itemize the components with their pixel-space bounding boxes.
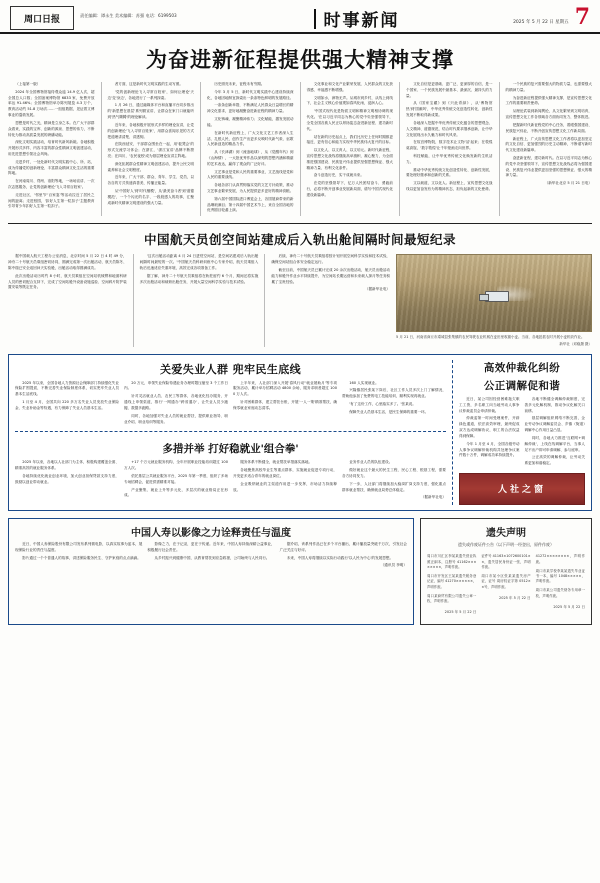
paragraph: 近日，中国人寿保险股份有限公司发布系列微电影，以真实故事为蓝本，展现保险行业的责任与温度。 <box>15 541 143 552</box>
paragraph: 深化拓展群众性精神文明创建活动，提升公民文明素养和社会文明程度。 <box>107 161 194 172</box>
paragraph: 第六届中国国际进口博览会上，各国展商带来的新品琳琅满目；第十四届中国艺术节上，来自全国各地的优秀剧目轮番上演。 <box>207 196 294 213</box>
box-horizontal-divider <box>15 431 446 432</box>
paragraph: 近年来，各地积极开展形式多样的理论宣讲，让党的创新理论'飞入寻常百姓家'，用群众喜闻乐见的方式把道理讲清楚、讲透彻。 <box>107 122 194 139</box>
paragraph: 公正高效的调解仲裁，让劳动关系更加和谐稳定。 <box>524 455 585 466</box>
box-col-3 <box>233 381 337 428</box>
paragraph: 从理论武装到新闻舆论，从文化繁荣到文明培育，宣传思想文化工作各领域各方面协同发力、整体推进。 <box>505 109 592 120</box>
masthead <box>0 0 600 34</box>
notice-item: 周口市某公司遗失财务专用章一枚，声明作废。 <box>535 588 585 598</box>
article2-photo-block <box>396 254 592 346</box>
bottom-left-col-1 <box>15 542 142 571</box>
paragraph: 各地持续优化就业创业环境，加大创业担保贷款支持力度，鼓励以创业带动就业。 <box>15 473 119 484</box>
paragraph: 1 月至 4 月，全国共向 220 多万名失业人员发放失业保险金、失业补助金等待遇，有力保障了失业人员基本生活。 <box>15 400 119 410</box>
paragraph: 仲裁委第一时间受理案件，开辟绿色通道，依法高效审理，最终促成双方达成调解协议，职工的合法权益得到保障。 <box>459 416 520 438</box>
paragraph: 一条条创新举措，不断满足人民群众日益增长的精神文化需求，更好地凝聚奋进新征程的精神力量。 <box>207 103 294 114</box>
bottom-left-title: 中国人寿以影像之力诠释责任与温度 <box>131 527 291 539</box>
lead-column-1 <box>8 82 95 216</box>
box-col-2 <box>124 381 228 428</box>
paragraph: '党的创新理论飞入寻常百姓家'，如何让理论'天边'变'身边'，各地进行了一系列探索。 <box>107 89 194 100</box>
paragraph: 基层调解组织网络不断完善，企业劳动争议调解委员会、乡镇（街道）调解中心作用日益凸显。 <box>524 416 585 433</box>
boxed-right-column <box>459 360 585 505</box>
masthead-right <box>513 6 590 28</box>
paragraph: 产业聚集、就业上升等多元化、多层次的就业格局正在形成。 <box>124 487 228 498</box>
notice-item: 周口市某学校李某某遗失毕业证书一本，编号 1048×××××，声明作废。 <box>535 568 585 584</box>
wheat-harvest-photo <box>396 254 592 332</box>
photo-caption: 5 月 21 日，河南省商丘市虞城县张集镇的农民驾驶农业机械在麦田里收割小麦。当前，各地抢抓农时开展小麦机收作业。 <box>396 335 585 340</box>
column-divider <box>200 82 201 216</box>
paragraph: 上半年来，人社部门深入开展'春风行动''就业援助月'等专项服务活动，累计举办招聘活动 4800 余场，服务求职者超过 1000 万人次。 <box>233 380 337 397</box>
paragraph: 从《长津湖》到《流浪地球》，从《觉醒年代》到《山海情》，一大批优秀作品以深刻的思想内涵和精湛的艺术表达，赢得了观众的广泛好评。 <box>207 150 294 166</box>
notice-date: 2025 年 5 月 22 日 <box>553 604 585 609</box>
notice-title: 遗失声明 <box>486 527 526 539</box>
notice-subtitle: 遗失或作废证件公告（以下声明一经登出，原件作废） <box>458 541 554 547</box>
notice-columns <box>427 551 585 619</box>
paragraph: 从'中国好人'到'时代楷模'，从'最美奋斗者'到'道德模范'，一个个闪光的名字、一段段感人的故事，汇聚成新时代精神文明建设的强大力量。 <box>107 189 194 205</box>
bottom-row <box>8 518 592 625</box>
paragraph: 为奋进新征程提供强大精神支撑，是宣传思想文化工作的重要职责使命。 <box>505 95 592 106</box>
paragraph: 把握新时代新征程党的中心任务，着眼强国建设、民族复兴伟业，不断开创宣传思想文化工作新局面。 <box>505 122 592 133</box>
bottom-left-col-3 <box>280 542 407 571</box>
paragraph: 业务作业人员的队伍建设。 <box>349 460 393 465</box>
box-col-7 <box>233 460 337 503</box>
paragraph: 各地聚焦高校毕业生等重点群体，实施就业促进专项行动，开发更多适合青年的就业岗位。 <box>233 468 337 478</box>
paragraph: 今年 3 月 5 日，新时代文明实践中心建设持续深化，各地因地制宜探索出一条条特色鲜明的发展路径。 <box>207 89 294 100</box>
box-right-title-line2: 公正调解促和谐 <box>483 379 561 392</box>
paragraph: 新征程上，广大宣传思想文化工作者将以更加坚定的文化自信、更加强烈的历史主动精神，不断谱写新时代文化建设新篇章。 <box>505 136 592 153</box>
column-divider <box>399 82 400 216</box>
paragraph: 服务体系不断健全，就业帮扶举措落实落地。 <box>240 460 313 465</box>
rule-left <box>314 9 316 29</box>
paragraph: 文明如水，润物无声。从城市到乡村，从线上到线下，社会主义核心价值观如春风化雨，浸润人心。 <box>306 95 393 106</box>
paragraph: 一个民族的复兴需要强大的物质力量，也需要强大的精神力量。 <box>505 82 592 92</box>
paragraph: '这次出舱活动距离 4 月 24 日进驻空间站，是空间站建成后入轨出舱间隔时间最短的一次。'中国航天员科研训练中心专家介绍，航天员乘组入轨后迅速适应失重环境，高效完成各项准备工作。 <box>139 254 259 270</box>
paragraph-credit: （新华社北京 5 月 21 日电） <box>544 181 592 186</box>
lead-column-3 <box>207 82 294 216</box>
article2-headline: 中国航天员创空间站建成后入轨出舱间隔时间最短纪录 <box>143 232 456 248</box>
page-number: 7 <box>574 4 590 30</box>
paragraph: 在陕西延安，干部群众围坐在一起，用'板凳会'的形式交流学习体会；在浙江，'浙江宣讲'品牌不断擦亮；在四川，'农民夜校'成为基层理论宣讲主阵地。 <box>107 142 194 158</box>
notice-col-3 <box>536 551 585 619</box>
paragraph: 据中国载人航天工程办公室消息，北京时间 5 月 22 日 4 时 49 分，神舟二十号航天员乘组密切协同，圆满完成第一次出舱活动，航天员陈冬、陈中瑞已安全返回问天实验舱，出舱活动取得圆满成功。 <box>8 254 127 270</box>
masthead-credits: 责任编辑：谭永生 美术编辑：苏强 电话：6199503 <box>80 13 177 18</box>
column-divider <box>300 82 301 216</box>
paragraph: 文化事业和文化产业繁荣发展，人民群众的文化获得感、幸福感不断增强。 <box>306 82 393 92</box>
paragraph: 此次出舱活动历时约 8 小时，航天员乘组在空间站机械臂和地面科研人员的密切配合支持下，完成了空间站舱外设备设施巡检、空间碎片防护装置安装等既定任务。 <box>8 273 127 290</box>
paragraph: 文化铸魂，凝聚精神伟力；文化赋能，激发发展动能。 <box>207 117 294 127</box>
column-divider <box>264 254 265 346</box>
paragraph: 思想是时代之光，精神是立身之本。在广大干部群众看来，实践的宝库、创新的源泉、思想的伟力，不断转化为推动高质量发展的磅礴动能。 <box>8 120 95 137</box>
paragraph: 影片通过一个个普通人的故事，讲述保险服务民生、守护家庭的点点滴滴。 <box>22 555 141 560</box>
paragraph-credit: （据新华社电） <box>364 287 391 292</box>
bottom-left-cols <box>15 542 407 571</box>
paragraph: 同时，各地大力推进'互联网+调解仲裁'，上线在线调解平台，当事人足不出户即可申请调解、参与庭审。 <box>524 435 585 452</box>
paragraph: 文化自信是更基础、更广泛、更深厚的自信，是一个国家、一个民族发展中最基本、最深沉、最持久的力量。 <box>406 82 493 98</box>
paragraph: 2025 年以来，全国各地人力资源社会保障部门持续强化失业保险扩围提质，不断完善失业保险制度体系，切实兜牢失业人员基本生活底线。 <box>15 380 119 397</box>
paragraph: 兴隆镇居民张某下岗后，社区工作人员多次上门了解情况，帮助他参加了免费的电工技能培训，顺利实现再就业。 <box>342 388 446 399</box>
paragraph: 影像之力，在于记录，更在于传递。近年来，中国人寿持续深耕公益事业，积极履行社会责任。 <box>147 541 275 552</box>
paragraph: '有了这份工作，心里踏实多了。'张某说。 <box>349 402 416 407</box>
box-left-cols-bottom <box>15 460 446 503</box>
box-right-title-line1: 高效仲裁化纠纷 <box>483 361 561 374</box>
lead-column-4 <box>307 82 394 216</box>
notice-item: 周口市川汇区李某某遗失营业执照正副本，注册号 41162××××××××，声明作废。 <box>427 554 477 570</box>
box-col-1 <box>15 381 119 428</box>
notice-item: 证件号 41163×1072600101××，遗失居民身份证一张，声明作废。 <box>481 554 531 570</box>
paragraph: 各地各部门认真贯彻落实党的文艺方针政策，推动文艺事业繁荣发展，为人民提供更多更好的精神食粮。 <box>207 183 294 193</box>
paragraph: 在故宫博物院，数字技术让文物'活'起来；在敦煌莫高窟，'数字敦煌'让千年壁画走向世界。 <box>406 140 493 151</box>
article2-column-1 <box>8 254 127 346</box>
column-divider <box>101 82 102 216</box>
newspaper-logo: 周口日报 <box>10 6 74 30</box>
notice-item: 周口市开发区王某某遗失税务登记证，编号 41270××××××，声明作废。 <box>427 574 477 589</box>
paragraph: 截至目前，中国航天员已累计完成 20 余次出舱活动，航天员出舱活动能力和舱外作业水平持续提升，为空间站长期运营和未来载人探月等任务积累了宝贵经验。 <box>271 267 391 284</box>
paragraph: 保障失业人员基本生活，是民生保障的重要一环。 <box>349 409 429 414</box>
box-left-cols-top <box>15 381 446 428</box>
paragraph: 160 人实现就业。 <box>349 380 379 385</box>
paragraph: 企业吸纳就业的主渠道作用进一步发挥，市场活力持续释放。 <box>233 481 337 492</box>
box-right-cols <box>459 397 585 469</box>
boxed-inner <box>15 360 585 505</box>
paragraph: 未来，中国人寿将继续以实际行动践行'以人民为中心'的发展思想。 <box>286 555 394 560</box>
lost-notice-box <box>420 518 592 625</box>
bottom-left-col-2 <box>147 542 274 571</box>
paragraph: 奋进新征程，建功新时代。在以习近平同志为核心的党中央坚强领导下，宣传思想文化战线必将为强国建设、民族复兴伟业提供更加坚强的思想保证、强大的精神力量。 <box>505 155 592 178</box>
issue-date: 2025 年 5 月 22 日 星期五 <box>513 20 569 25</box>
notice-col-2 <box>481 551 530 619</box>
box-right-col-2 <box>525 397 586 469</box>
masthead-center <box>200 6 513 31</box>
paragraph: 者方面，这是新时代文明实践的生动写照。 <box>114 82 183 86</box>
paragraph: 历史照亮未来，征程未有穷期。 <box>214 82 265 86</box>
paragraph: 同时，各地加强对失业人员的就业帮扶，提供职业指导、职业介绍、职业培训等服务。 <box>124 413 228 424</box>
paragraph: 在河南周川、郑州、洛阳等地，一场场宣讲、一次次志愿服务，让党的创新理论'飞入寻常百姓家'。 <box>8 179 95 189</box>
paragraph: '中国式现代化是物质文明和精神文明相协调的现代化。'在以习近平同志为核心的党中央坚强领导下，全党全国各族人民正以昂扬姿态奋进新征程、建功新时代。 <box>306 109 393 131</box>
paragraph: 以文化人、以文育人、以文培元。新时代新征程，宣传思想文化战线将继续高举旗帜、凝心聚力，为全面推进强国建设、民族复兴伟业提供坚强思想保证、强大精神力量、有利文化条件。 <box>306 148 393 170</box>
notice-col-1 <box>427 551 476 619</box>
box-right-col-1 <box>459 397 520 469</box>
notice-item: 周口某商贸有限公司遗失公章一枚，声明作废。 <box>427 593 477 604</box>
paragraph: 奋斗创造历史，实干成就未来。 <box>313 173 364 178</box>
box-left-title: 关爱失业人群 兜牢民生底线 <box>159 362 302 376</box>
paragraph: 近年来，广大干部、群众、青年、学生、党员，以各自的方式传递真善美、传播正能量。 <box>107 175 194 186</box>
column-divider <box>499 82 500 216</box>
life-insurance-article-box <box>8 518 414 625</box>
paragraph: 推动中华优秀传统文化创造性转化、创新性发展，要处理好继承和创新的关系。 <box>406 167 493 178</box>
paragraph: 各地深入挖掘中华优秀传统文化蕴含的思想观念、人文精神、道德规范，结合时代要求继承创新，让中华文化展现出永久魅力和时代风采。 <box>406 120 493 137</box>
column-divider <box>133 254 134 346</box>
lead-column-6 <box>506 82 593 216</box>
notice-date: 2025 年 5 月 22 日 <box>499 595 531 600</box>
paragraph-credit: （据新华社电） <box>420 495 446 500</box>
boxed-left-column <box>15 360 446 505</box>
paragraph: 深化文明实践活动，培育时代新风新貌。各地积极开展形式多样、内容丰富的群众性精神文明创建活动，用先进思想引领社会风尚。 <box>8 140 95 156</box>
employment-feature-box <box>8 354 592 511</box>
lead-article-columns <box>0 82 600 216</box>
paragraph: 2024 年全国博物馆接待观众逾 14.9 亿人次，超全国总人口数；全国备案博物馆 6833 家，免费开放率达 91.46%；全国博物馆举办陈列展览 4.3 万个，教育活动约 51.8 万场次……一组组数据，见证着文博事业的蓬勃发展。 <box>8 89 95 118</box>
harvester-icon <box>485 291 509 302</box>
paragraph: （上接第一版） <box>15 82 41 86</box>
article2-column-3 <box>271 254 390 346</box>
column-brand-stamp: 人社之窗 <box>459 473 585 505</box>
box-col-6 <box>124 460 228 503</box>
paragraph: 据了解，神舟二十号航天员乘组将在轨驻留约 6 个月，期间还将实施多次出舱活动和载荷出舱任务，开展大量空间科学实验与技术试验。 <box>139 273 259 284</box>
paragraph: 后续，神舟二十号航天员乘组将按计划开展空间科学实验和技术试验，确保空间站组合体安全稳定运行。 <box>271 254 391 265</box>
paragraph: 依托基层公共就业服务平台，2025 年第一季度，组织了多场专场招聘会，促进供需精准对接。 <box>124 473 228 484</box>
paragraph: 20 万元，申领失业保险待遇业务办理时限压缩至 3 个工作日内。 <box>124 380 228 391</box>
paragraph: 针对灵活就业人员、农民工等群体，各地优化经办服务，开通线上申领渠道，推行'一网通办''跨省通办'，让失业人员少跑腿、数据多跑路。 <box>124 394 228 410</box>
paragraph: 各地不断健全调解仲裁制度，完善多元化解机制，推动争议化解关口前移。 <box>524 397 585 413</box>
notice-item: 周口市某小区张某某遗失房产证，证号 周房权证字第 0512××号，声明作废。 <box>481 574 531 589</box>
article2-column-2 <box>140 254 259 346</box>
paragraph: 1 月 26 日，通过融媒体平台和直播平台同步推出的'新思想在基层'系列微宣讲，让群众在家门口就能听到'热气腾腾'的理论解读。 <box>107 103 194 120</box>
paragraph: 走进乡村，一处处新时代文明实践中心、所、站，成为传播党的创新理论、丰富群众精神文化生活的重要阵地。 <box>8 159 95 176</box>
notice-date: 2025 年 5 月 22 日 <box>444 610 477 615</box>
paragraph-credit: （通讯员 李明） <box>380 563 407 568</box>
lead-headline: 为奋进新征程提供强大精神支撑 <box>146 47 454 72</box>
box-vertical-divider <box>452 360 453 505</box>
paragraph: 2025 年以来，各地以人社部门为主体，积极构建覆盖全面、精准高效的就业服务体系。 <box>15 460 119 471</box>
paragraph: 针对困难群体，建立帮扶台账，开展'一人一策'精准帮扶，确保零就业家庭动态清零。 <box>233 400 337 410</box>
paragraph: 在新时代新征程上，广大文化文艺工作者深入生活、扎根人民，创作生产出更多反映时代新气象、讴歌人民新创造的精品力作。 <box>207 130 294 147</box>
paragraph: 据介绍，该系列作品已在多个平台播出，累计播放量突破千万次，引发社会广泛关注与好评。 <box>279 541 407 552</box>
paragraph: 文以载道，文以化人。新征程上，宣传思想文化战线以更加奋发有为的精神状态，担负起新的文化使命。 <box>406 181 493 191</box>
paragraph: 从《国家宝藏》到《只此青绿》，从'博物馆热'到'国潮风'，中华优秀传统文化创造性转化、创新性发展不断取得新成果。 <box>406 101 493 118</box>
paragraph: 近日，某公司因经营困难拖欠职工工资，多名职工向当地劳动人事争议仲裁委员会申请仲裁。 <box>459 397 520 413</box>
lead-column-2 <box>108 82 195 216</box>
lead-column-5 <box>406 82 493 216</box>
paragraph: 在党的坚强领导下，亿万人民团结奋斗、勇毅前行，必将不断开创事业发展新局面，谱写中国式现代化建设新篇章。 <box>306 181 393 197</box>
box-col-5 <box>15 460 119 503</box>
photo-credit: 新华社（邓稳摄 摄） <box>559 341 593 346</box>
paragraph: 下一步，人社部门将继续加大稳岗扩岗支持力度，强化重点群体就业帮扶，确保就业局势总体稳定。 <box>342 481 446 492</box>
paragraph: 做好就业这个最大的民生工程、民心工程、根基工程，需要各方协同发力。 <box>342 468 446 478</box>
box-col-4 <box>342 381 446 428</box>
paragraph: 走进社区，'邻里节''百家宴'等活动拉近了居民之间的距离；走进校园，'扣好人生第一粒扣子'主题教育引导青少年扣好人生第一粒扣子。 <box>8 192 95 209</box>
article2-body <box>0 254 600 346</box>
box-left-subtitle: 多措并举 打好稳就业'组合拳' <box>162 443 299 456</box>
paragraph: 文艺事业是党和人民的重要事业，文艺战线是党和人民的重要战线。 <box>207 169 294 180</box>
paragraph: 科技赋能，让中华优秀传统文化焕发新的生机活力。 <box>406 153 493 164</box>
paragraph: 从乡村振兴到健康中国，从教育帮扶到应急救援，公司始终与人民同行。 <box>154 555 270 560</box>
section-title: 时事新闻 <box>323 11 400 31</box>
notice-item: 41272××××××××，声明作废。 <box>535 554 585 564</box>
box-col-8 <box>342 460 446 503</box>
paragraph: 站在新的历史起点上，我们比历史上任何时期都更接近、更有信心和能力实现中华民族伟大复兴的目标。 <box>306 134 393 145</box>
paragraph: +17 个万元就业服务机构，全年开展职业技能培训超过 100 万人次。 <box>124 460 228 471</box>
paragraph: 今年 1 月至 4 月，全国各级劳动人事争议调解仲裁机构共处理争议案件数十万件，调解成功率持续提升。 <box>459 441 520 458</box>
